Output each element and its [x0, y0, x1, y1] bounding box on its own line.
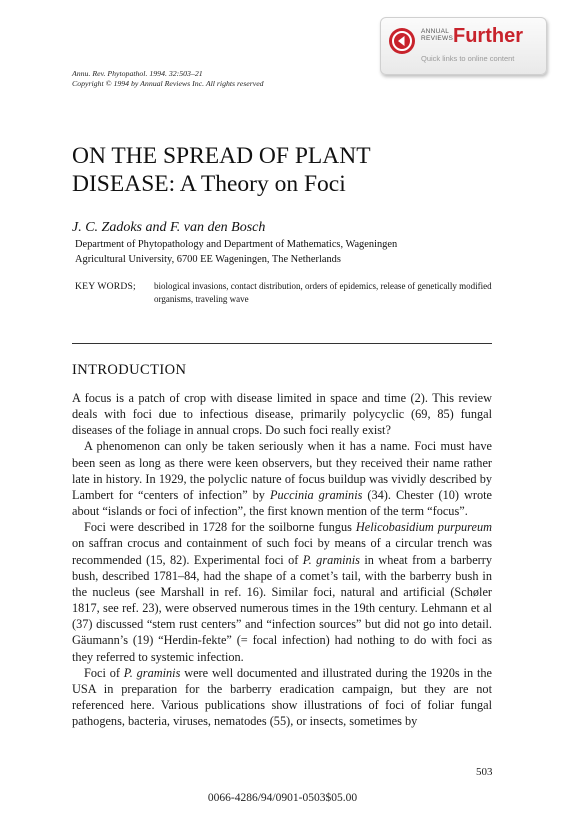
text-run: A phenomenon can only be taken seriously when it has a name. Foci must have been seen as long as there were keen observers, but they received their name rather late in history. In 1929, the polyclic nature of focus buildup was vividly described by Lambert for “centers of infection” by	[72, 439, 492, 502]
paragraph	[72, 665, 492, 730]
italic-term: P. graminis	[123, 665, 181, 680]
annual-reviews-label	[421, 28, 454, 42]
affiliation-line: Department of Phytopathology and Department of Mathematics, Wageningen	[75, 239, 398, 250]
keywords-label: KEY WORDS;	[75, 281, 136, 292]
journal-citation	[72, 69, 264, 89]
annual-label: ANNUAL	[421, 28, 450, 35]
title-line: DISEASE: A Theory on Foci	[72, 171, 346, 197]
italic-term: P. graminis	[302, 552, 360, 567]
paragraph	[72, 390, 492, 438]
further-subtitle: Quick links to online content	[421, 54, 515, 63]
title-line: ON THE SPREAD OF PLANT	[72, 143, 371, 169]
footer-code: 0066-4286/94/0901-0503$05.00	[207, 792, 358, 804]
authors: J. C. Zadoks and F. van den Bosch	[72, 220, 266, 235]
section-heading: INTRODUCTION	[72, 362, 187, 378]
keywords-text: biological invasions, contact distribution, orders of epidemics, release of genetically modified organisms, traveling wave	[154, 281, 492, 304]
reviews-label: REVIEWS	[421, 35, 454, 42]
text-run: on saffran crocus and containment of such foci by means of a circular trench was recommended (15, 82). Experimental foci of	[72, 536, 492, 567]
text-run: (34). Chester (10) wrote about “islands or foci of infection”, the first known mention of the term “focus”.	[72, 487, 493, 519]
play-arrow-icon	[389, 28, 415, 54]
page-number: 503	[476, 766, 493, 778]
copyright-line: Copyright © 1994 by Annual Reviews Inc. All rights reserved	[72, 79, 264, 88]
text-run: Foci of	[84, 665, 124, 680]
body-text	[72, 390, 492, 729]
text-run: Foci were described in 1728 for the soilborne fungus	[84, 520, 356, 535]
further-badge[interactable]	[380, 17, 547, 75]
text-run: were well documented and illustrated during the 1920s in the USA in preparation for the barberry eradication campaign, but they are not referenced here. Various publications show illustrations of foci of foliar fungal pathogens, bacteria, viruses, nematodes (55), or insects, sometimes by	[72, 665, 492, 729]
text-run: A focus is a patch of crop with disease limited in space and time (2). This review deals with foci due to infectious disease, primarily polycyclic (69, 85) fungal diseases of the foliage in annual crops. Do such foci really exist?	[72, 391, 492, 438]
affiliation-line: Agricultural University, 6700 EE Wageningen, The Netherlands	[75, 253, 341, 265]
article-title	[72, 142, 492, 198]
italic-term: Puccinia graminis	[269, 487, 363, 502]
text-run: in wheat from a barberry bush, described 1781–84, had the shape of a comet’s tail, with the barberry bush in the nucleus (see Marshall in ref. 16). Similar foci, natural and artificial (Schøler 1817, see ref. 23), were observed numerous times in the 19th century. Lehmann et al (37) discussed “stem rust centers” and “infection sources” but did not go into detail. Gäumann’s (19) “Herdin-fekte” (= focal infection) had nothing to do with foci as they referred to systemic infection.	[72, 552, 492, 664]
further-label: Further	[453, 25, 523, 47]
citation-line: Annu. Rev. Phytopathol. 1994. 32:503–21	[72, 69, 203, 78]
affiliation	[75, 238, 495, 267]
italic-term: Helicobasidium purpureum	[355, 520, 493, 535]
paragraph	[72, 519, 492, 664]
section-divider	[72, 343, 492, 344]
paragraph	[72, 438, 492, 519]
